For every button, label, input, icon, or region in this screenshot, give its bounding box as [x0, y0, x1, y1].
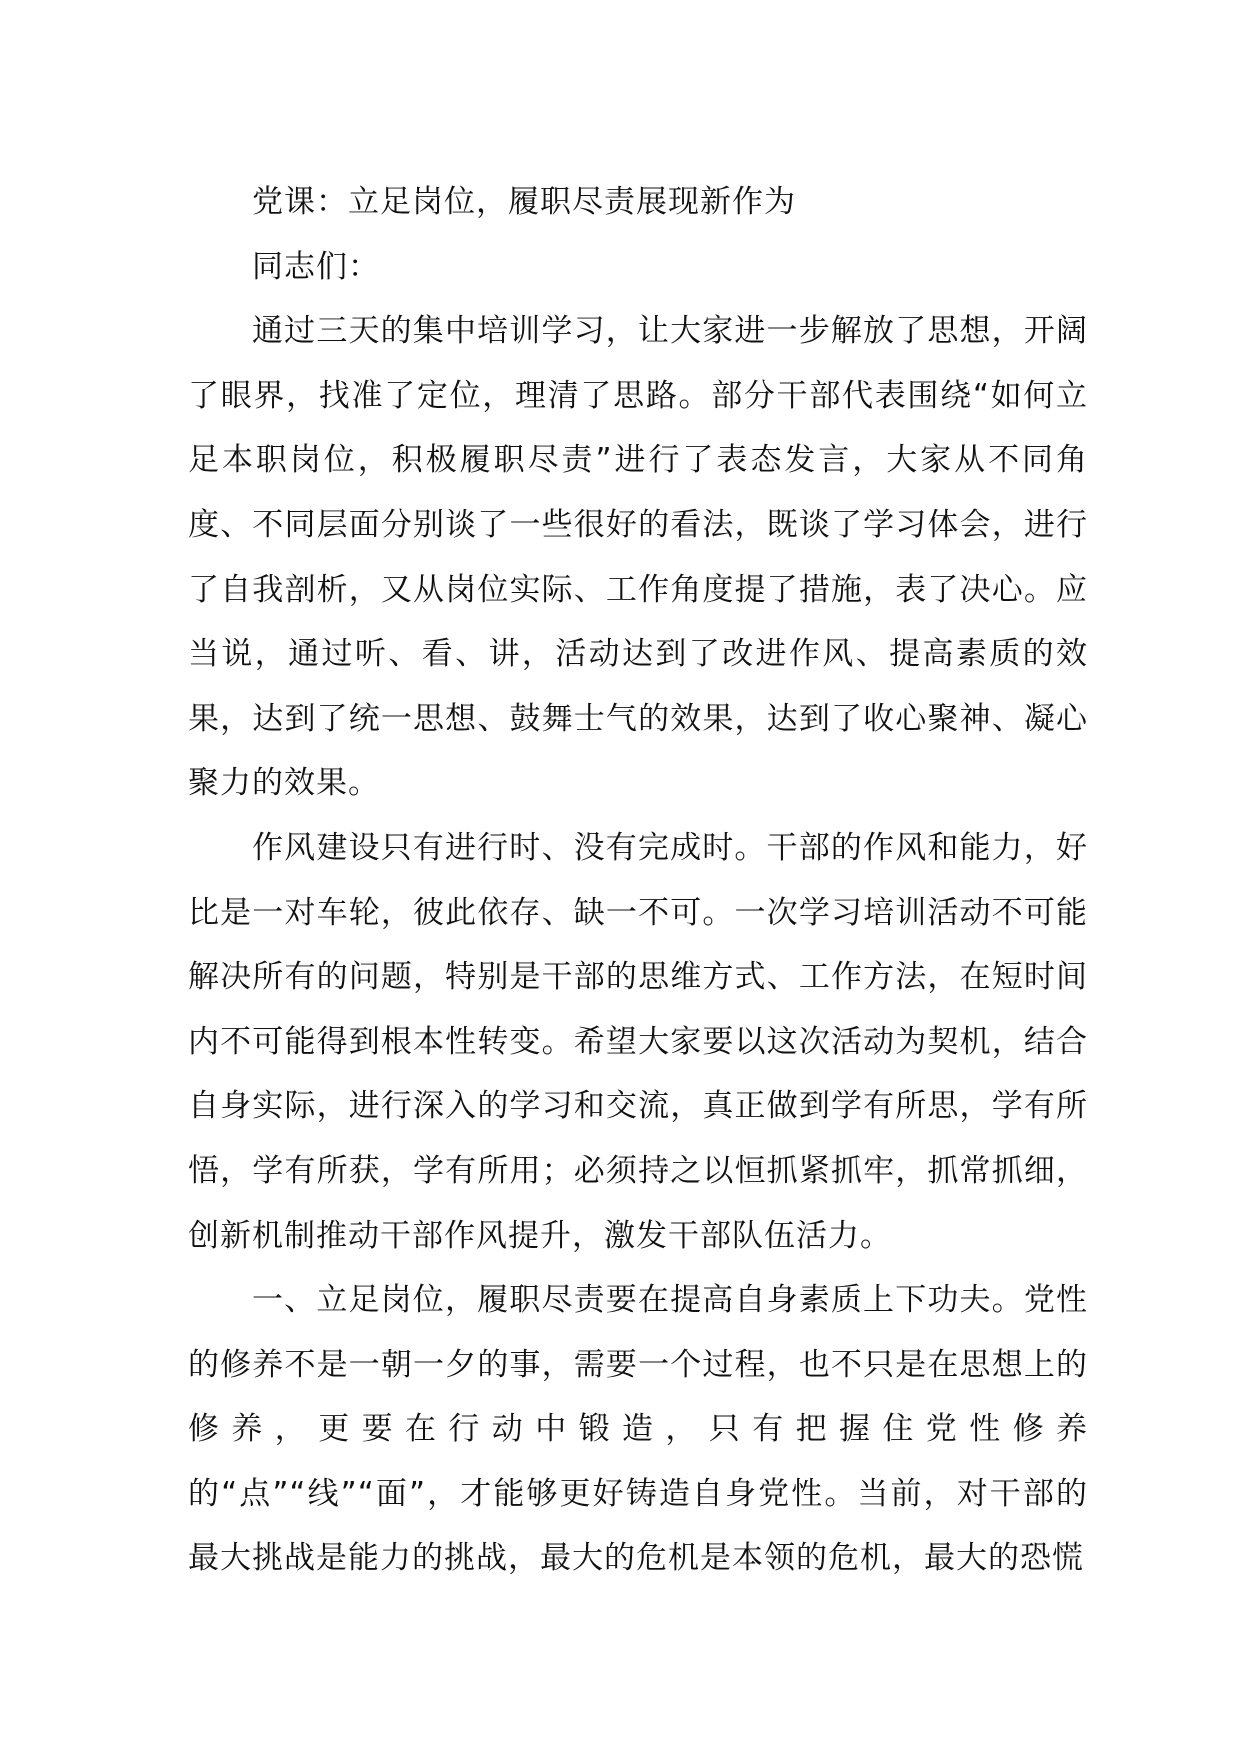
document-body — [188, 170, 1088, 1591]
paragraph-1: 通过三天的集中培训学习，让大家进一步解放了思想，开阔了眼界，找准了定位，理清了思路。部分干部代表围绕“如何立足本职岗位，积极履职尽责”进行了表态发言，大家从不同角度、不同层面分别谈了一些很好的看法，既谈了学习体会，进行了自我剖析，又从岗位实际、工作角度提了措施，表了决心。应当说，通过听、看、讲，活动达到了改进作风、提高素质的效果，达到了统一思想、鼓舞士气的效果，达到了收心聚神、凝心聚力的效果。 — [188, 313, 1088, 802]
salutation: 同志们： — [252, 248, 380, 285]
paragraph-3: 一、立足岗位，履职尽责要在提高自身素质上下功夫。党性的修养不是一朝一夕的事，需要一个过程，也不只是在思想上的修养，更要在行动中锻造，只有把握住党性修养的“点”“线”“面”，才能够更好铸造自身党性。当前，对干部的最大挑战是能力的挑战，最大的危机是本领的危机，最大的恐慌 — [188, 1282, 1088, 1577]
document-title: 党课：立足岗位，履职尽责展现新作为 — [252, 184, 796, 220]
paragraph-2: 作风建设只有进行时、没有完成时。干部的作风和能力，好比是一对车轮，彼此依存、缺一不可。一次学习培训活动不可能解决所有的问题，特别是干部的思维方式、工作方法，在短时间内不可能得到根本性转变。希望大家要以这次活动为契机，结合自身实际，进行深入的学习和交流，真正做到学有所思，学有所悟，学有所获，学有所用；必须持之以恒抓紧抓牢，抓常抓细，创新机制推动干部作风提升，激发干部队伍活力。 — [188, 829, 1088, 1254]
